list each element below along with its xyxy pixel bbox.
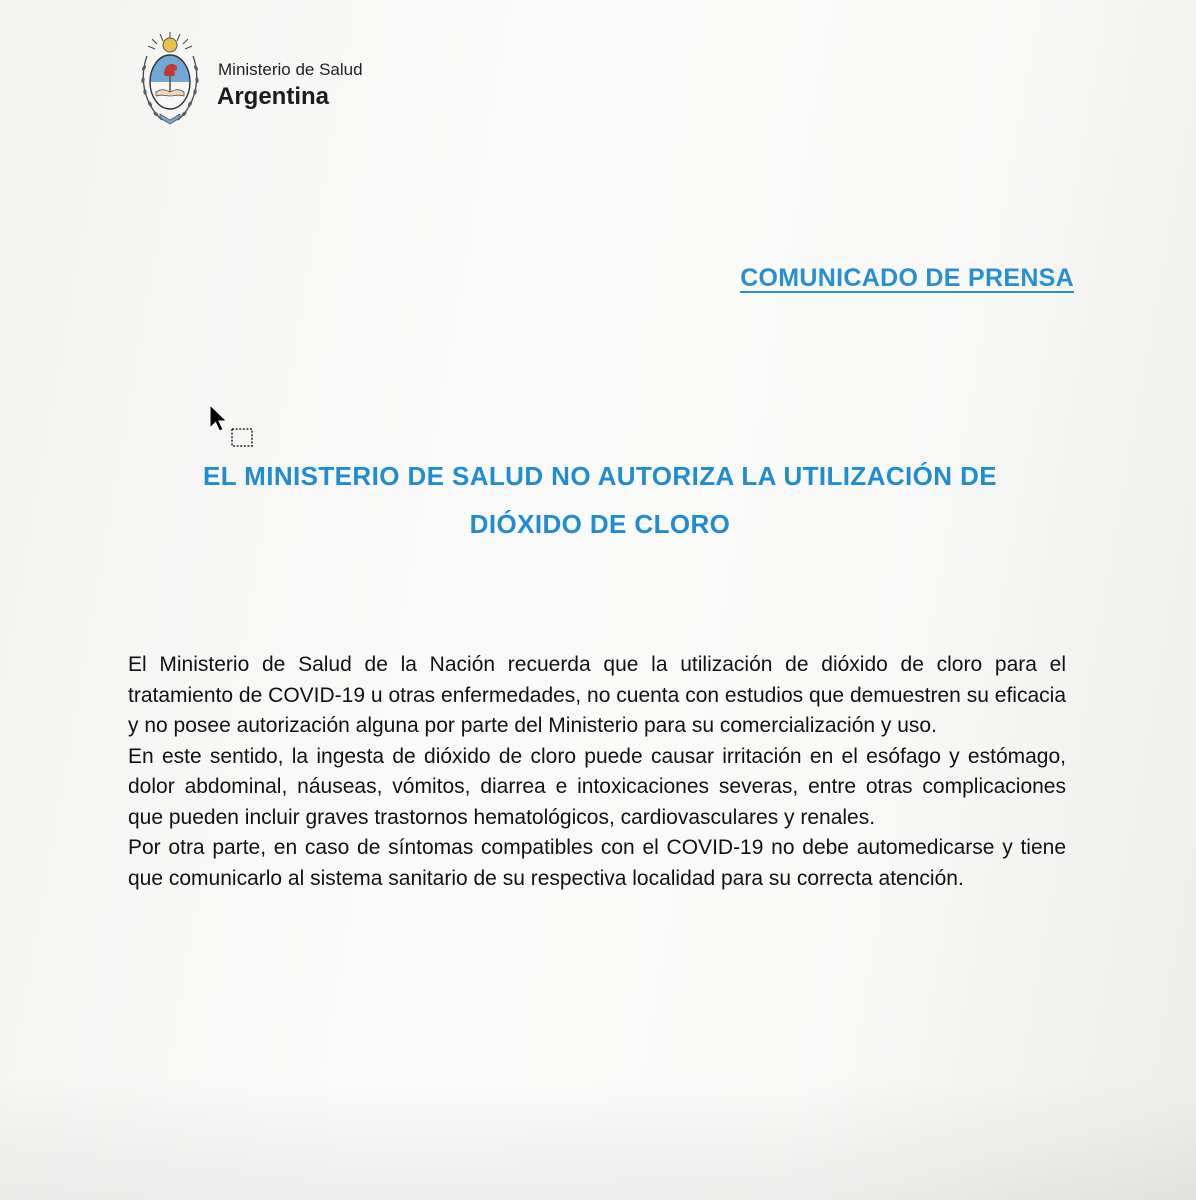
headline-line-1: EL MINISTERIO DE SALUD NO AUTORIZA LA UTILIZACIÓN DE	[202, 461, 998, 491]
country-name: Argentina	[217, 83, 330, 110]
document-header	[138, 30, 538, 130]
argentine-coat-of-arms-icon	[138, 30, 202, 128]
headline-line-2: DIÓXIDO DE CLORO	[469, 509, 731, 539]
body-paragraph: El Ministerio de Salud de la Nación recuerda que la utilización de dióxido de cloro para el tratamiento de COVID-19 u otras enfermedades, no cuenta con estudios que demuestren su eficacia y no posee autorización alguna por parte del Ministerio para su comercialización y uso.	[128, 653, 1066, 737]
mouse-pointer-selection-icon	[208, 404, 258, 452]
press-release-label: COMUNICADO DE PRENSA	[740, 264, 1074, 292]
bottom-shadow	[0, 1080, 1196, 1200]
ministry-name: Ministerio de Salud	[218, 60, 363, 79]
body-paragraph: Por otra parte, en caso de síntomas compatibles con el COVID-19 no debe automedicarse y tiene que comunicarlo al sistema sanitario de su respectiva localidad para su correcta atención.	[128, 836, 1066, 890]
headline	[100, 452, 1100, 548]
body-paragraph: En este sentido, la ingesta de dióxido de cloro puede causar irritación en el esófago y estómago, dolor abdominal, náuseas, vómitos, diarrea e intoxicaciones severas, entre otras complicaciones que pueden incluir graves trastornos hematológicos, cardiovasculares y renales.	[128, 744, 1066, 829]
body-text	[128, 650, 1066, 894]
